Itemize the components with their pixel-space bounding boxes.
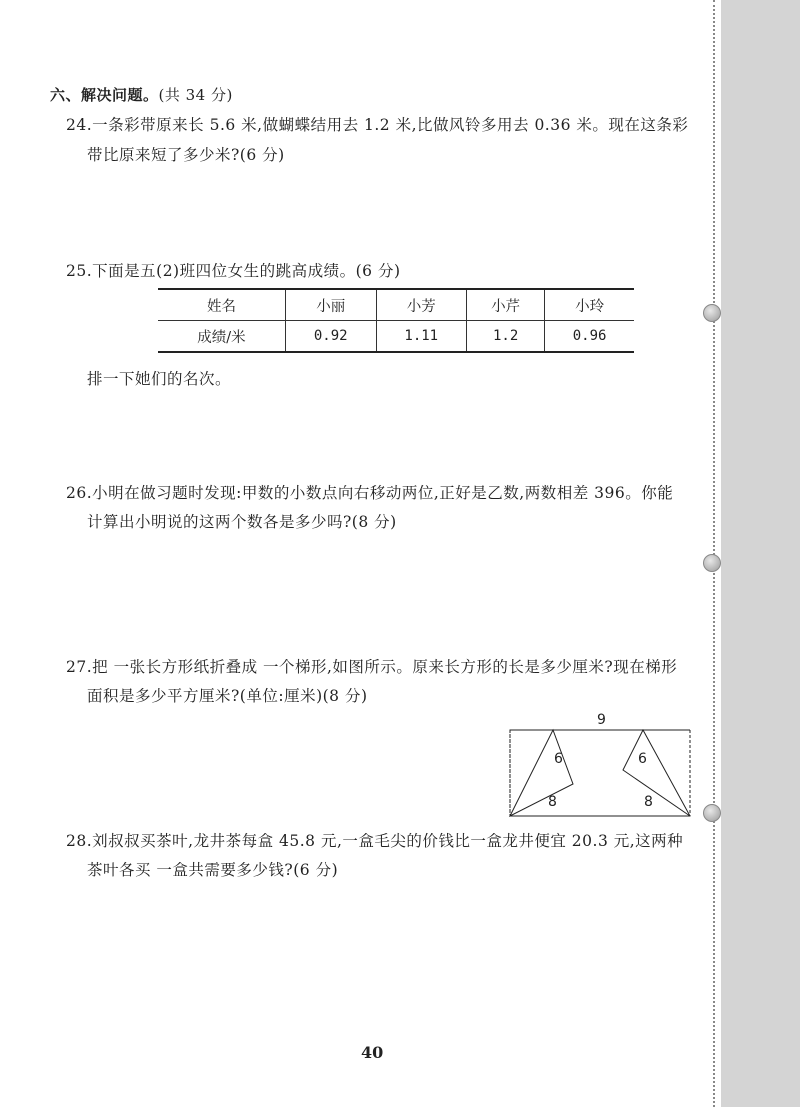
- table-cell: 小丽: [285, 289, 376, 321]
- table-cell: 0.96: [545, 321, 634, 353]
- right-bottom-label: 8: [644, 794, 653, 810]
- q26-line2: 计算出小明说的这两个数各是多少吗?(8 分): [87, 513, 397, 531]
- table-cell: 成绩/米: [158, 321, 285, 353]
- table-cell: 1.2: [467, 321, 545, 353]
- section-title: 六、解决问题。: [50, 86, 159, 104]
- binding-hole: [703, 554, 721, 572]
- right-side-label: 6: [638, 751, 647, 767]
- left-bottom-label: 8: [548, 794, 557, 810]
- left-side-label: 6: [554, 751, 563, 767]
- left-fold-triangle: [510, 730, 573, 816]
- binding-hole: [703, 804, 721, 822]
- table-cell: 姓名: [158, 289, 285, 321]
- table-header-row: [158, 289, 634, 321]
- page-number: 40: [361, 1043, 384, 1062]
- q24-line2: 带比原来短了多少米?(6 分): [87, 146, 285, 164]
- q27-line1: 27.把 一张长方形纸折叠成 一个梯形,如图所示。原来长方形的长是多少厘米?现在梯形: [66, 658, 678, 676]
- section-points: (共 34 分): [158, 86, 233, 104]
- q28-line1: 28.刘叔叔买茶叶,龙井茶每盒 45.8 元,一盒毛尖的价钱比一盒龙井便宜 20.3 元,这两种: [66, 832, 684, 850]
- table-row: [158, 321, 634, 353]
- trapezoid-figure: [505, 708, 695, 820]
- top-length-label: 9: [597, 712, 606, 728]
- table-cell: 小芳: [376, 289, 467, 321]
- binding-hole: [703, 304, 721, 322]
- q28-line2: 茶叶各买 一盒共需要多少钱?(6 分): [87, 861, 339, 879]
- table-cell: 0.92: [285, 321, 376, 353]
- table-cell: 1.11: [376, 321, 467, 353]
- q24-line1: 24.一条彩带原来长 5.6 米,做蝴蝶结用去 1.2 米,比做风铃多用去 0.36 米。现在这条彩: [66, 116, 689, 134]
- right-fold-triangle: [623, 730, 690, 816]
- score-table: [158, 288, 634, 353]
- table-cell: 小芹: [467, 289, 545, 321]
- q26-line1: 26.小明在做习题时发现:甲数的小数点向右移动两位,正好是乙数,两数相差 396。你能: [66, 484, 674, 502]
- binding-margin: [721, 0, 800, 1107]
- section-heading: [50, 84, 233, 105]
- rectangle-outline: [510, 730, 690, 816]
- q25-instruction: 排一下她们的名次。: [87, 370, 232, 388]
- q25-line1: 25.下面是五(2)班四位女生的跳高成绩。(6 分): [66, 262, 401, 280]
- table-cell: 小玲: [545, 289, 634, 321]
- q27-line2: 面积是多少平方厘米?(单位:厘米)(8 分): [87, 687, 368, 705]
